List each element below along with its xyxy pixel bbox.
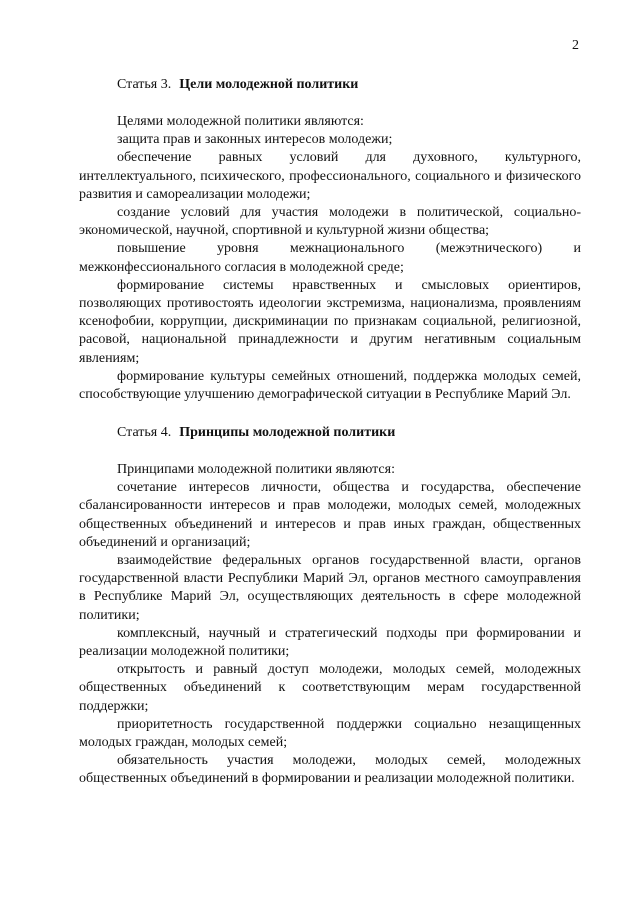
article-paragraph: повышение уровня межнационального (межэтнического) и межконфессионального согласия в молодежной среде; [79, 241, 581, 275]
article-3 [79, 76, 581, 404]
article-paragraph: обеспечение равных условий для духовного, культурного, интеллектуального, психического, профессионального, социального и физического развития и самореализации молодежи; [79, 150, 581, 202]
page-number: 2 [572, 38, 579, 53]
article-heading [117, 76, 581, 94]
article-paragraph: комплексный, научный и стратегический подходы при формировании и реализации молодежной политики; [79, 625, 581, 660]
article-paragraph: открытость и равный доступ молодежи, молодых семей, молодежных общественных объединений к соответствующим мерам государственной поддержки; [79, 662, 581, 714]
article-number: Статья 3. [117, 77, 172, 92]
article-number: Статья 4. [117, 425, 172, 440]
article-paragraph: приоритетность государственной поддержки социально незащищенных молодых граждан, молодых семей; [79, 716, 581, 751]
article-intro: Целями молодежной политики являются: [117, 114, 364, 129]
article-title: Цели молодежной политики [179, 77, 359, 92]
article-paragraph: создание условий для участия молодежи в политической, социально-экономической, научной, спортивной и культурной жизни общества; [79, 205, 581, 239]
article-paragraph: формирование системы нравственных и смысловых ориентиров, позволяющих противостоять идеологии экстремизма, национализма, проявлениям ксенофобии, коррупции, дискриминации по признакам социальной, религиозной, расовой, национальной принадлежности и другим негативным социальным явлениям; [79, 277, 581, 366]
article-paragraph: обязательность участия молодежи, молодых семей, молодежных общественных объединений в формировании и реализации молодежной политики. [79, 753, 581, 787]
article-intro: Принципами молодежной политики являются: [117, 462, 395, 477]
article-paragraph: формирование культуры семейных отношений, поддержка молодых семей, способствующие улучшению демографической ситуации в Республике Марий Эл. [79, 368, 581, 403]
article-paragraph: сочетание интересов личности, общества и государства, обеспечение сбалансированности интересов и прав молодежи, молодых семей, молодежных общественных объединений и интересов и прав иных граждан, общественных объединений и организаций; [79, 480, 581, 550]
article-4 [79, 424, 581, 789]
article-heading [117, 424, 581, 442]
article-paragraph: защита прав и законных интересов молодежи; [117, 132, 393, 148]
article-paragraph: взаимодействие федеральных органов государственной власти, органов государственной власти Республики Марий Эл, органов местного самоуправления в Республике Марий Эл, осуществляющих деятельность в сфере молодежной политики; [79, 553, 581, 623]
article-title: Принципы молодежной политики [179, 425, 396, 440]
